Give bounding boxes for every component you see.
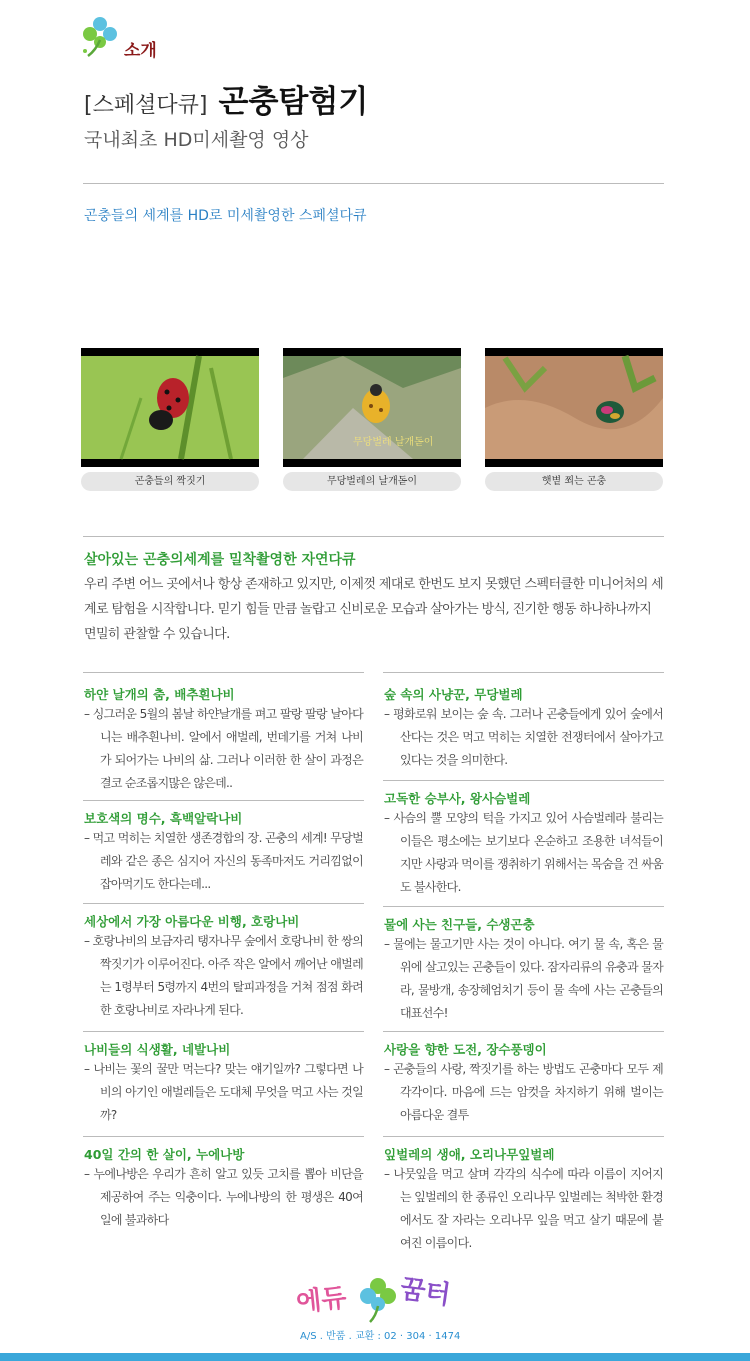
page-subtitle: 국내최초 HD미세촬영 영상 — [84, 129, 309, 151]
list-item — [84, 1133, 363, 1232]
bottom-bar — [0, 1353, 750, 1361]
thumbnail-ladybug-wings[interactable] — [283, 348, 461, 467]
item-title: 보호색의 명수, 흑백알락나비 — [84, 811, 243, 826]
item-body: – 싱그러운 5월의 봄날 하얀날개를 펴고 팔랑 팔랑 날아다니는 배추흰나비. 알에서 애벌레, 번데기를 거쳐 나비가 되어가는 나비의 삶. 그러나 이러한 한 살이 과정은 결코 순조롭지많은 않은데.. — [84, 707, 363, 790]
list-item — [84, 900, 363, 1022]
thumbnail-sunbathing[interactable] — [485, 348, 663, 467]
item-body: – 호랑나비의 보금자리 탱자나무 숲에서 호랑나비 한 쌍의 짝짓기가 이루어진다. 아주 작은 알에서 깨어난 애벌레는 1령부터 5령까지 4번의 탈피과정을 거쳐 점점 화려한 호랑나비로 자라나게 된다. — [84, 934, 363, 1017]
list-item — [384, 1133, 663, 1255]
list-item — [84, 673, 363, 795]
list-item — [384, 1028, 663, 1127]
list-item — [84, 1028, 363, 1127]
list-item — [384, 673, 663, 772]
thumbnail-overlay-text: 무당벌레 날개돋이 — [353, 437, 434, 448]
title-main: 곤충탐험기 — [218, 84, 369, 120]
brand-logo[interactable] — [296, 1268, 456, 1324]
title-prefix: [스페셜다큐] — [84, 93, 208, 118]
list-item — [384, 903, 663, 1025]
header-divider — [83, 183, 664, 184]
item-title: 40일 간의 한 살이, 누에나방 — [84, 1147, 245, 1162]
section-divider — [83, 536, 664, 537]
item-body: – 물에는 물고기만 사는 것이 아니다. 여기 물 속, 혹은 물 위에 살고있는 곤충들이 있다. 잠자리류의 유충과 물자라, 물방개, 송장헤엄치기 등이 물 속에 사는 곤충들의 대표선수! — [384, 937, 663, 1020]
item-title: 물에 사는 친구들, 수생곤충 — [384, 917, 535, 932]
item-title: 사랑을 향한 도전, 장수풍뎅이 — [384, 1042, 547, 1057]
item-title: 잎벌레의 생애, 오리나무잎벌레 — [384, 1147, 555, 1162]
item-title: 고독한 승부사, 왕사슴벌레 — [384, 791, 531, 806]
thumbnail-caption: 햇볕 쬐는 곤충 — [485, 472, 663, 491]
page-title — [84, 76, 368, 121]
logo-text-right: 꿈터 — [398, 1274, 453, 1311]
thumbnail-caption: 곤충들의 짝짓기 — [81, 472, 259, 491]
intro-paragraph: 우리 주변 어느 곳에서나 항상 존재하고 있지만, 이제껏 제대로 한번도 보지 못했던 스펙터클한 미니어처의 세계로 탐험을 시작합니다. 믿기 힘들 만큼 놀랍고 신비로운 모습과 살아가는 방식, 진기한 행동 하나하나까지 면밀히 관찰할 수 있습니다. — [84, 577, 664, 642]
tagline: 곤충들의 세계를 HD로 미세촬영한 스페셜다큐 — [84, 208, 367, 224]
thumbnail-mating[interactable] — [81, 348, 259, 467]
clover-logo-icon — [80, 14, 120, 58]
item-body: – 나뭇잎을 먹고 살며 각각의 식수에 따라 이름이 지어지는 잎벌레의 한 종류인 오리나무 잎벌레는 척박한 환경에서도 잘 자라는 오리나무 잎을 먹고 살기 때문에 붙여진 이름이다. — [384, 1167, 663, 1250]
intro-heading: 살아있는 곤충의세계를 밀착촬영한 자연다큐 — [84, 552, 356, 568]
item-body: – 먹고 먹히는 치열한 생존경합의 장. 곤충의 세계! 무당벌레와 같은 종은 심지어 자신의 동족마저도 거리낌없이 잡아먹기도 한다는데... — [84, 831, 363, 891]
item-title: 하얀 날개의 춤, 배추흰나비 — [84, 687, 235, 702]
thumbnail-caption: 무당벌레의 날개돋이 — [283, 472, 461, 491]
intro-label: 소개 — [124, 41, 157, 61]
item-title: 세상에서 가장 아름다운 비행, 호랑나비 — [84, 914, 300, 929]
item-title: 나비들의 식생활, 네발나비 — [84, 1042, 231, 1057]
item-body: – 평화로워 보이는 숲 속. 그러나 곤충들에게 있어 숲에서 산다는 것은 먹고 먹히는 치열한 전쟁터에서 살아가고 있다는 것을 의미한다. — [384, 707, 663, 767]
item-title: 숲 속의 사냥꾼, 무당벌레 — [384, 687, 523, 702]
contact-phone: A/S . 반품 . 교환 : 02 · 304 · 1474 — [300, 1331, 461, 1342]
item-body: – 나비는 꽃의 꿀만 먹는다? 맞는 얘기일까? 그렇다면 나비의 아기인 애벌레들은 도대체 무엇을 먹고 사는 것일까? — [84, 1062, 363, 1122]
clover-icon — [360, 1278, 396, 1322]
list-item — [384, 777, 663, 899]
logo-text-left: 에듀 — [296, 1282, 348, 1319]
item-body: – 곤충들의 사랑, 짝짓기를 하는 방법도 곤충마다 모두 제각각이다. 마음에 드는 암컷을 차지하기 위해 벌이는 아름다운 결투 — [384, 1062, 663, 1122]
item-body: – 사슴의 뿔 모양의 턱을 가지고 있어 사슴벌레라 불리는 이들은 평소에는 보기보다 온순하고 조용한 녀석들이지만 사랑과 먹이를 쟁취하기 위해서는 목숨을 건 싸움도 불사한다. — [384, 811, 663, 894]
item-body: – 누에나방은 우리가 흔히 알고 있듯 고치를 뽑아 비단을 제공하여 주는 익충이다. 누에나방의 한 평생은 40여일에 불과하다 — [84, 1167, 363, 1227]
list-item — [84, 797, 363, 896]
